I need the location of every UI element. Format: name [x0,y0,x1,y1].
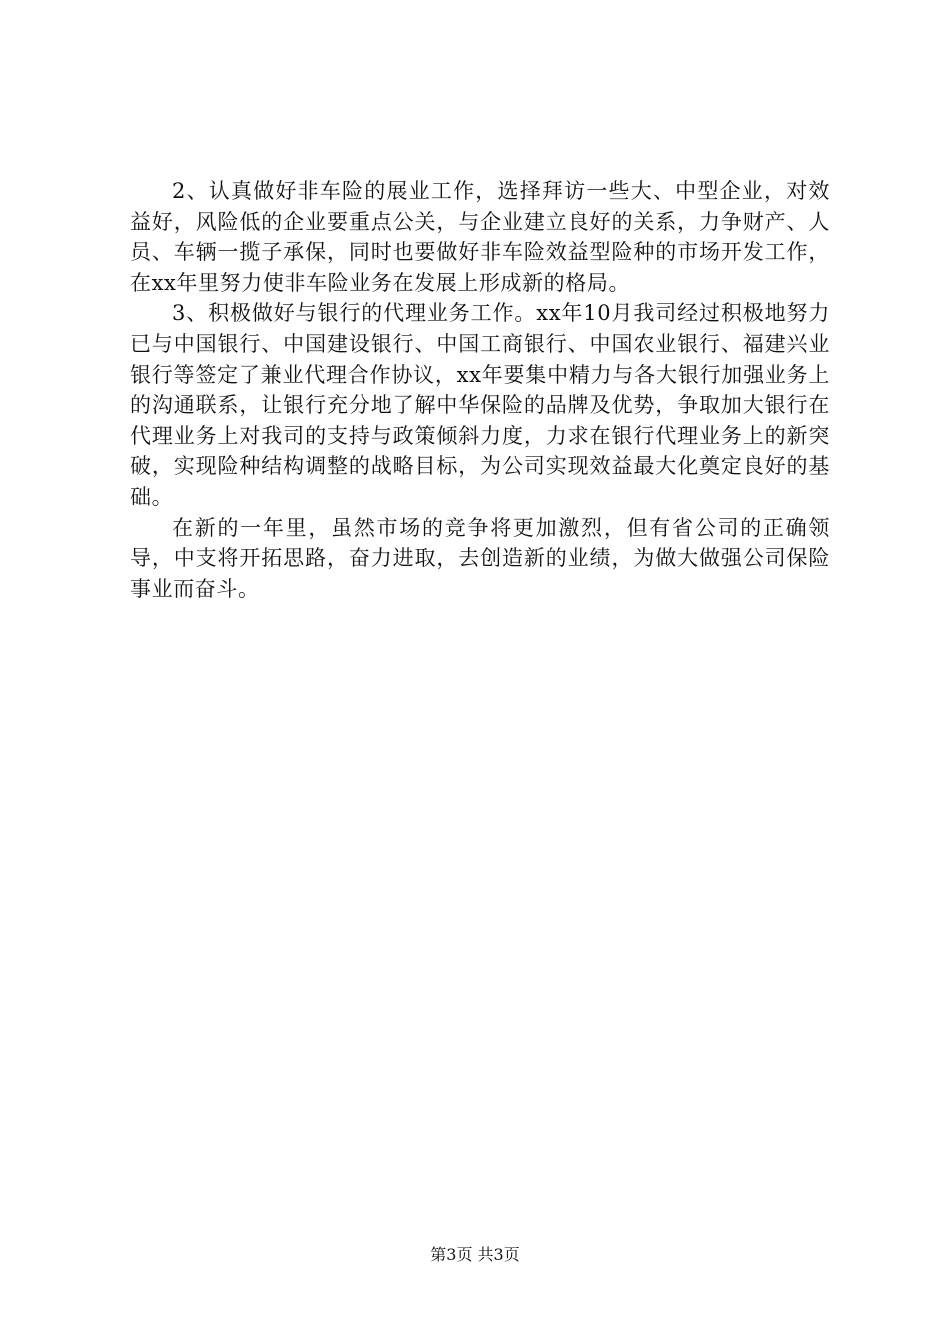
page-footer: 第3页 共3页 [430,1245,520,1264]
paragraph-item-3: 3、积极做好与银行的代理业务工作。xx年10月我司经过积极地努力已与中国银行、中国建设银行、中国工商银行、中国农业银行、福建兴业银行等签定了兼业代理合作协议，xx年要集中精力与各大银行加强业务上的沟通联系，让银行充分地了解中华保险的品牌及优势，争取加大银行在代理业务上对我司的支持与政策倾斜力度，力求在银行代理业务上的新突破，实现险种结构调整的战略目标，为公司实现效益最大化奠定良好的基础。 [130,301,830,509]
paragraph-closing: 在新的一年里，虽然市场的竞争将更加激烈，但有省公司的正确领导，中支将开拓思路，奋力进取，去创造新的业绩，为做大做强公司保险事业而奋斗。 [130,515,830,601]
document-body [130,176,830,604]
paragraph-item-2: 2、认真做好非车险的展业工作，选择拜访一些大、中型企业，对效益好，风险低的企业要重点公关，与企业建立良好的关系，力争财产、人员、车辆一揽子承保，同时也要做好非车险效益型险种的市场开发工作，在xx年里努力使非车险业务在发展上形成新的格局。 [130,179,830,295]
